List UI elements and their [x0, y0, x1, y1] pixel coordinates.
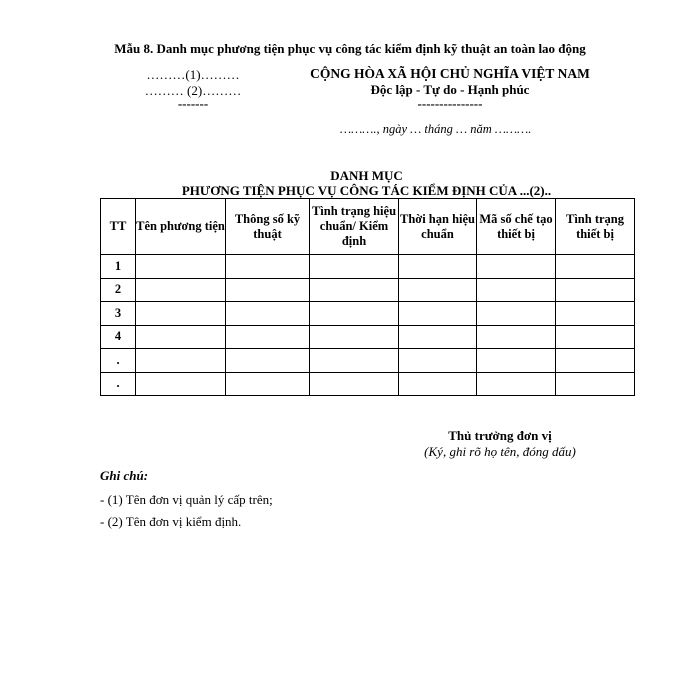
signature-instructions: (Ký, ghi rõ họ tên, đóng dấu)	[424, 444, 576, 459]
table-row	[101, 325, 635, 349]
table-cell	[399, 349, 477, 373]
national-motto: Độc lập - Tự do - Hạnh phúc	[370, 82, 530, 97]
table-cell	[477, 349, 556, 373]
doc-title-line2: PHƯƠNG TIỆN PHỤC VỤ CÔNG TÁC KIỂM ĐỊNH CỦA ...(2)..	[181, 183, 552, 198]
col-header-equipment-name: Tên phương tiện	[136, 199, 226, 255]
table-cell	[310, 302, 399, 326]
col-header-tt: TT	[101, 199, 136, 255]
row-number: 2	[101, 278, 136, 302]
note-item: - (1) Tên đơn vị quản lý cấp trên;	[100, 492, 273, 507]
table-cell	[399, 372, 477, 396]
col-header-technical-specs: Thông số kỹ thuật	[226, 199, 310, 255]
table-row	[101, 349, 635, 373]
table-cell	[310, 325, 399, 349]
table-cell	[556, 325, 635, 349]
table-cell	[399, 302, 477, 326]
col-header-calibration-status: Tình trạng hiệu chuẩn/ Kiểm định	[310, 199, 399, 255]
table-cell	[226, 255, 310, 279]
table-cell	[556, 302, 635, 326]
note-item: - (2) Tên đơn vị kiểm định.	[100, 514, 242, 529]
form-title: Mẫu 8. Danh mục phương tiện phục vụ công tác kiểm định kỹ thuật an toàn lao động	[114, 41, 586, 56]
table-cell	[226, 325, 310, 349]
notes-heading: Ghi chú:	[100, 468, 149, 483]
table-cell	[226, 302, 310, 326]
table-cell	[136, 372, 226, 396]
doc-title-line1: DANH MỤC	[330, 168, 403, 183]
inspection-unit-placeholder: ……… (2)………	[144, 83, 242, 98]
table-cell	[399, 255, 477, 279]
table-row	[101, 302, 635, 326]
right-divider: ---------------	[417, 96, 483, 111]
table-cell	[310, 255, 399, 279]
table-cell	[556, 349, 635, 373]
equipment-table	[100, 198, 635, 396]
table-cell	[556, 255, 635, 279]
row-number: .	[101, 349, 136, 373]
table-cell	[136, 278, 226, 302]
parent-unit-placeholder: ………(1)………	[146, 67, 240, 82]
table-row	[101, 278, 635, 302]
table-cell	[310, 278, 399, 302]
col-header-calibration-deadline: Thời hạn hiệu chuẩn	[399, 199, 477, 255]
table-cell	[136, 349, 226, 373]
table-cell	[226, 349, 310, 373]
row-number: .	[101, 372, 136, 396]
table-cell	[136, 302, 226, 326]
row-number: 3	[101, 302, 136, 326]
table-cell	[477, 255, 556, 279]
table-cell	[136, 255, 226, 279]
col-header-equipment-status: Tình trạng thiết bị	[556, 199, 635, 255]
date-line: ………., ngày … tháng … năm ……….	[340, 122, 532, 136]
signature-title: Thủ trưởng đơn vị	[448, 428, 552, 443]
table-cell	[399, 278, 477, 302]
table-cell	[477, 302, 556, 326]
col-header-manufacture-code: Mã số chế tạo thiết bị	[477, 199, 556, 255]
table-cell	[399, 325, 477, 349]
table-cell	[477, 372, 556, 396]
table-cell	[556, 372, 635, 396]
table-cell	[226, 372, 310, 396]
table-cell	[226, 278, 310, 302]
table-cell	[310, 349, 399, 373]
table-header-row	[101, 199, 635, 255]
table-cell	[477, 278, 556, 302]
table-cell	[556, 278, 635, 302]
row-number: 4	[101, 325, 136, 349]
table-cell	[477, 325, 556, 349]
table-row	[101, 372, 635, 396]
table-cell	[310, 372, 399, 396]
table-row	[101, 255, 635, 279]
row-number: 1	[101, 255, 136, 279]
left-divider: -------	[177, 96, 209, 111]
national-title: CỘNG HÒA XÃ HỘI CHỦ NGHĨA VIỆT NAM	[310, 66, 590, 81]
table-cell	[136, 325, 226, 349]
